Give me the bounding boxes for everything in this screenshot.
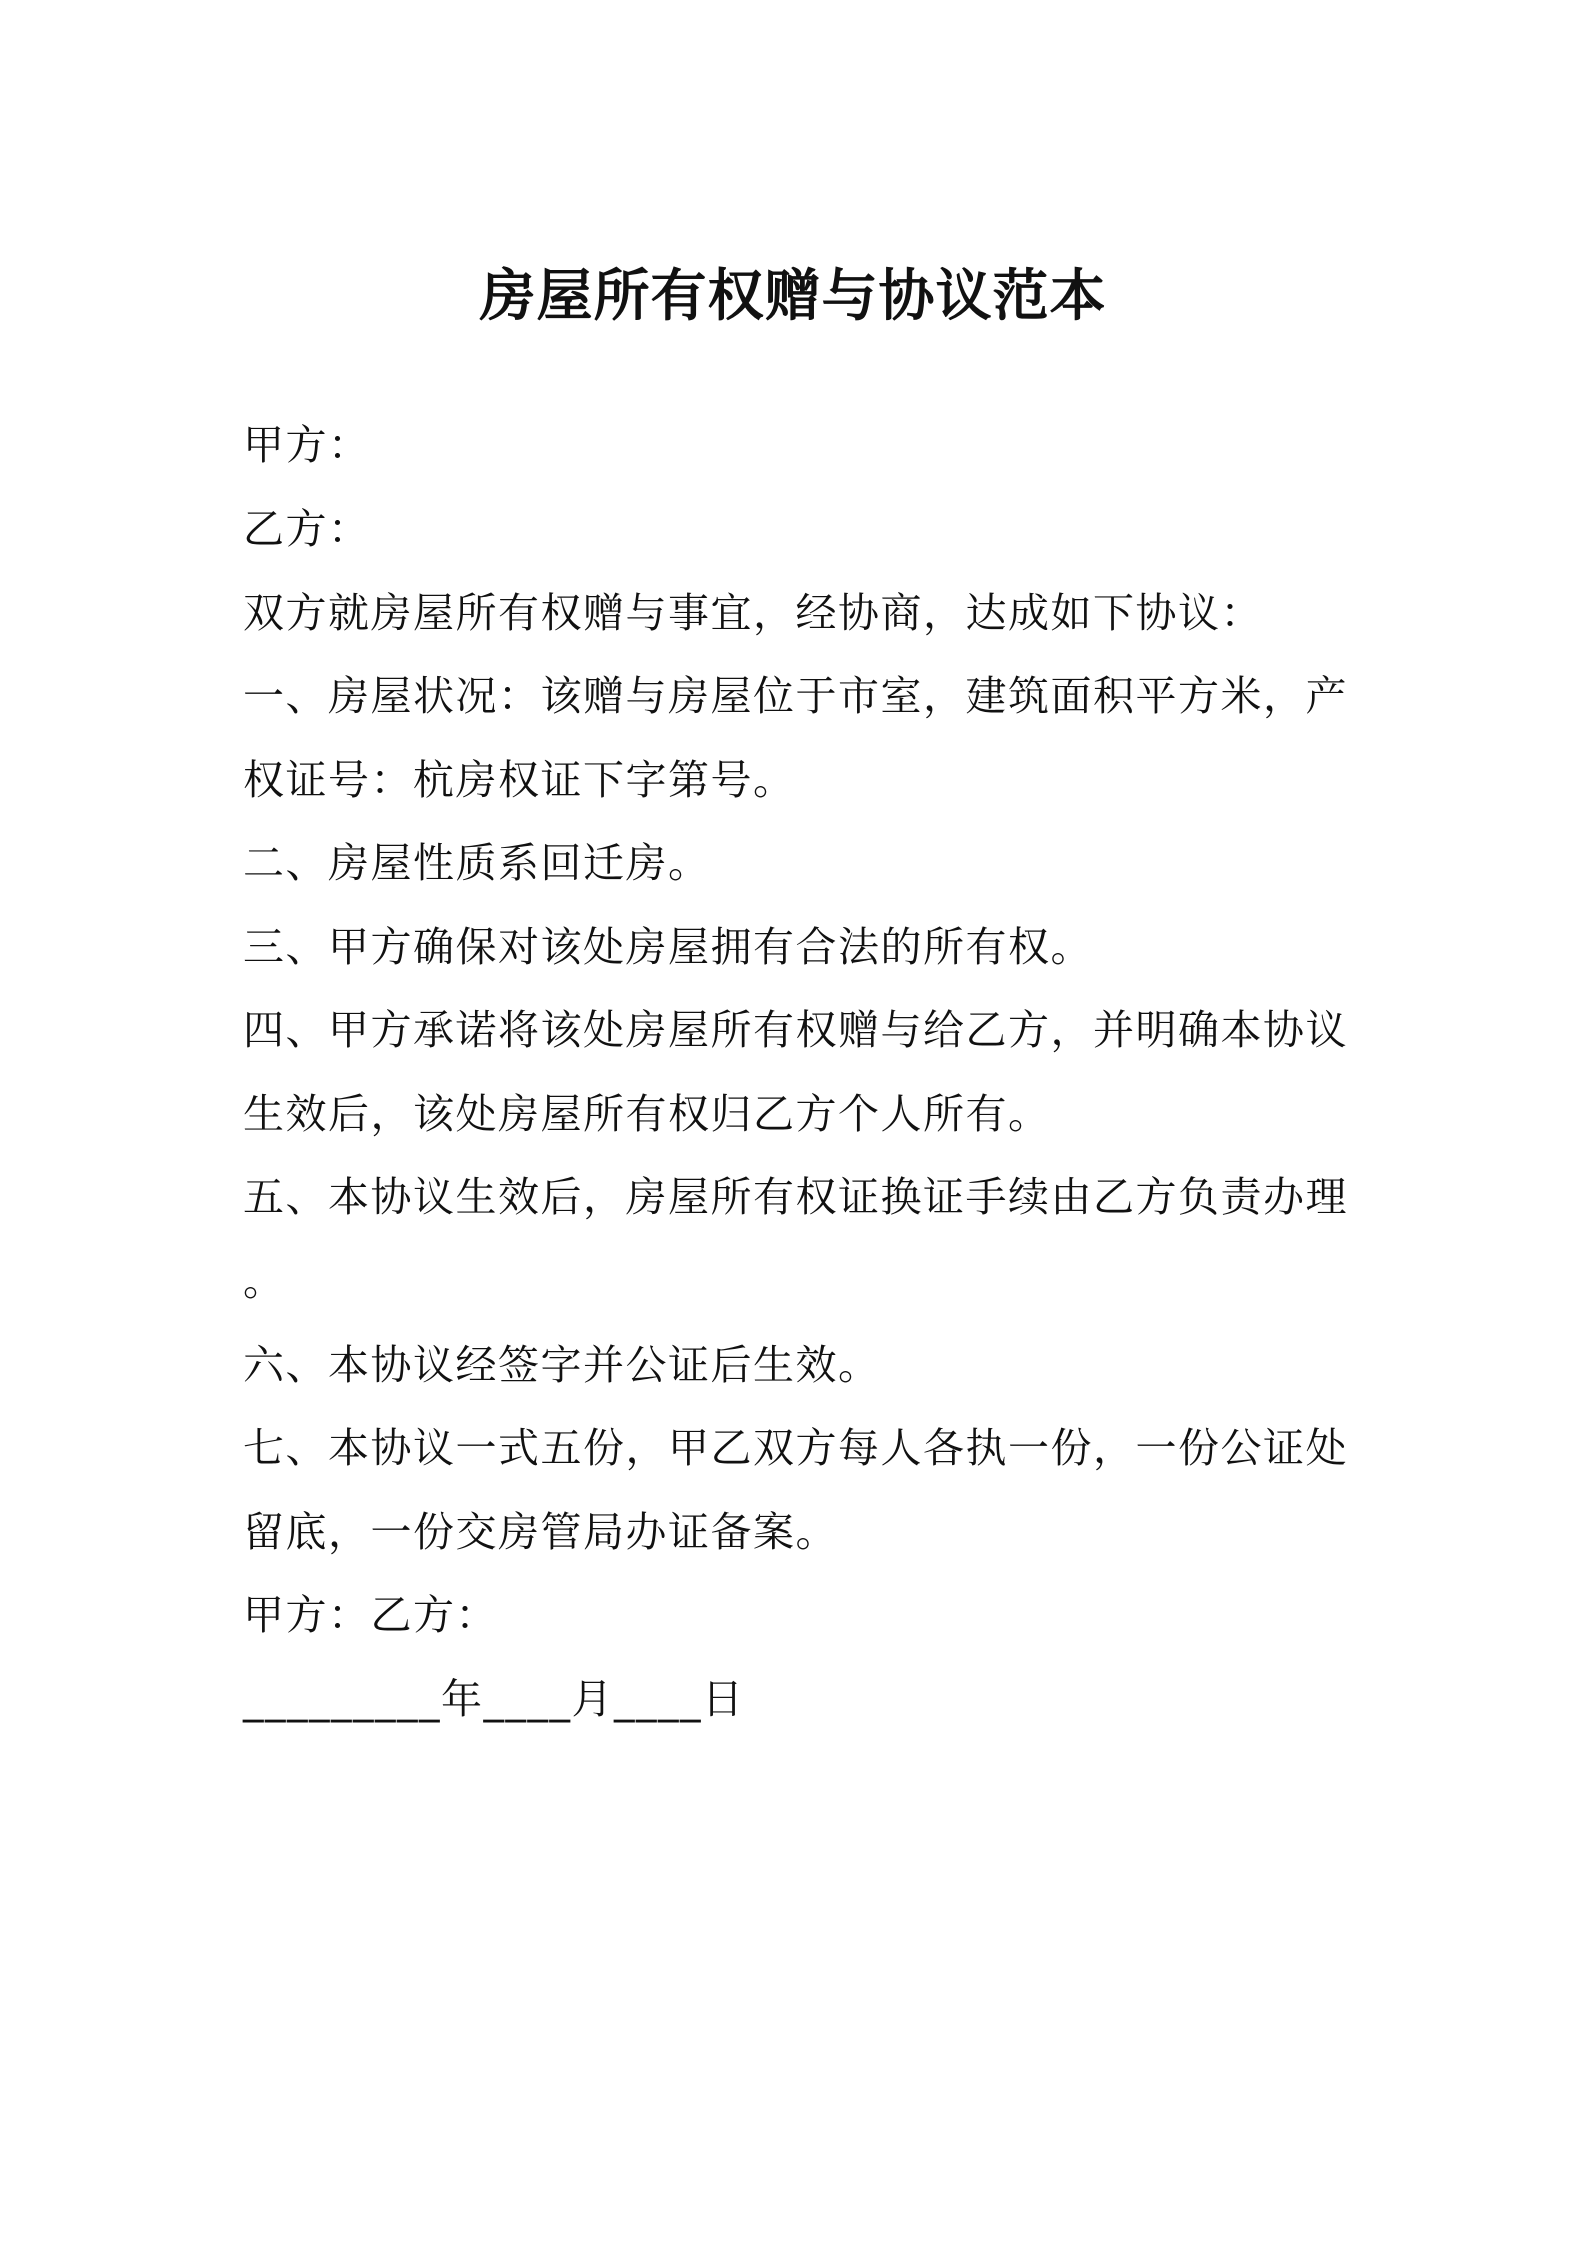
document-title: 房屋所有权赠与协议范本 [479, 264, 1107, 329]
day-label: 日 [702, 1675, 745, 1723]
clause-1-line-1: 一、房屋状况：该赠与房屋位于市室，建筑面积平方米，产 [243, 672, 1348, 720]
clause-7-line-2: 留底，一份交房管局办证备案。 [243, 1508, 838, 1556]
month-label: 月 [571, 1675, 614, 1723]
clause-1-line-2: 权证号：杭房权证下字第号。 [243, 756, 796, 804]
clause-3: 三、甲方确保对该处房屋拥有合法的所有权。 [243, 923, 1093, 971]
clause-5-line-2: 。 [243, 1257, 286, 1305]
clause-7-line-1: 七、本协议一式五份，甲乙双方每人各执一份，一份公证处 [243, 1424, 1348, 1472]
year-label: 年 [441, 1675, 484, 1723]
year-blank: _________ [243, 1675, 441, 1723]
party-b-label: 乙方： [243, 505, 371, 553]
clause-4-line-1: 四、甲方承诺将该处房屋所有权赠与给乙方，并明确本协议 [243, 1006, 1348, 1054]
date-line [243, 1672, 745, 1726]
party-a-label: 甲方： [243, 421, 371, 469]
clause-6: 六、本协议经签字并公证后生效。 [243, 1341, 881, 1389]
clause-4-line-2: 生效后，该处房屋所有权归乙方个人所有。 [243, 1090, 1051, 1138]
day-blank: ____ [614, 1675, 702, 1723]
preamble: 双方就房屋所有权赠与事宜，经协商，达成如下协议： [243, 589, 1263, 637]
clause-5-line-1: 五、本协议生效后，房屋所有权证换证手续由乙方负责办理 [243, 1173, 1348, 1221]
clause-2: 二、房屋性质系回迁房。 [243, 839, 711, 887]
month-blank: ____ [483, 1675, 572, 1723]
signature-line: 甲方：乙方： [243, 1591, 498, 1639]
